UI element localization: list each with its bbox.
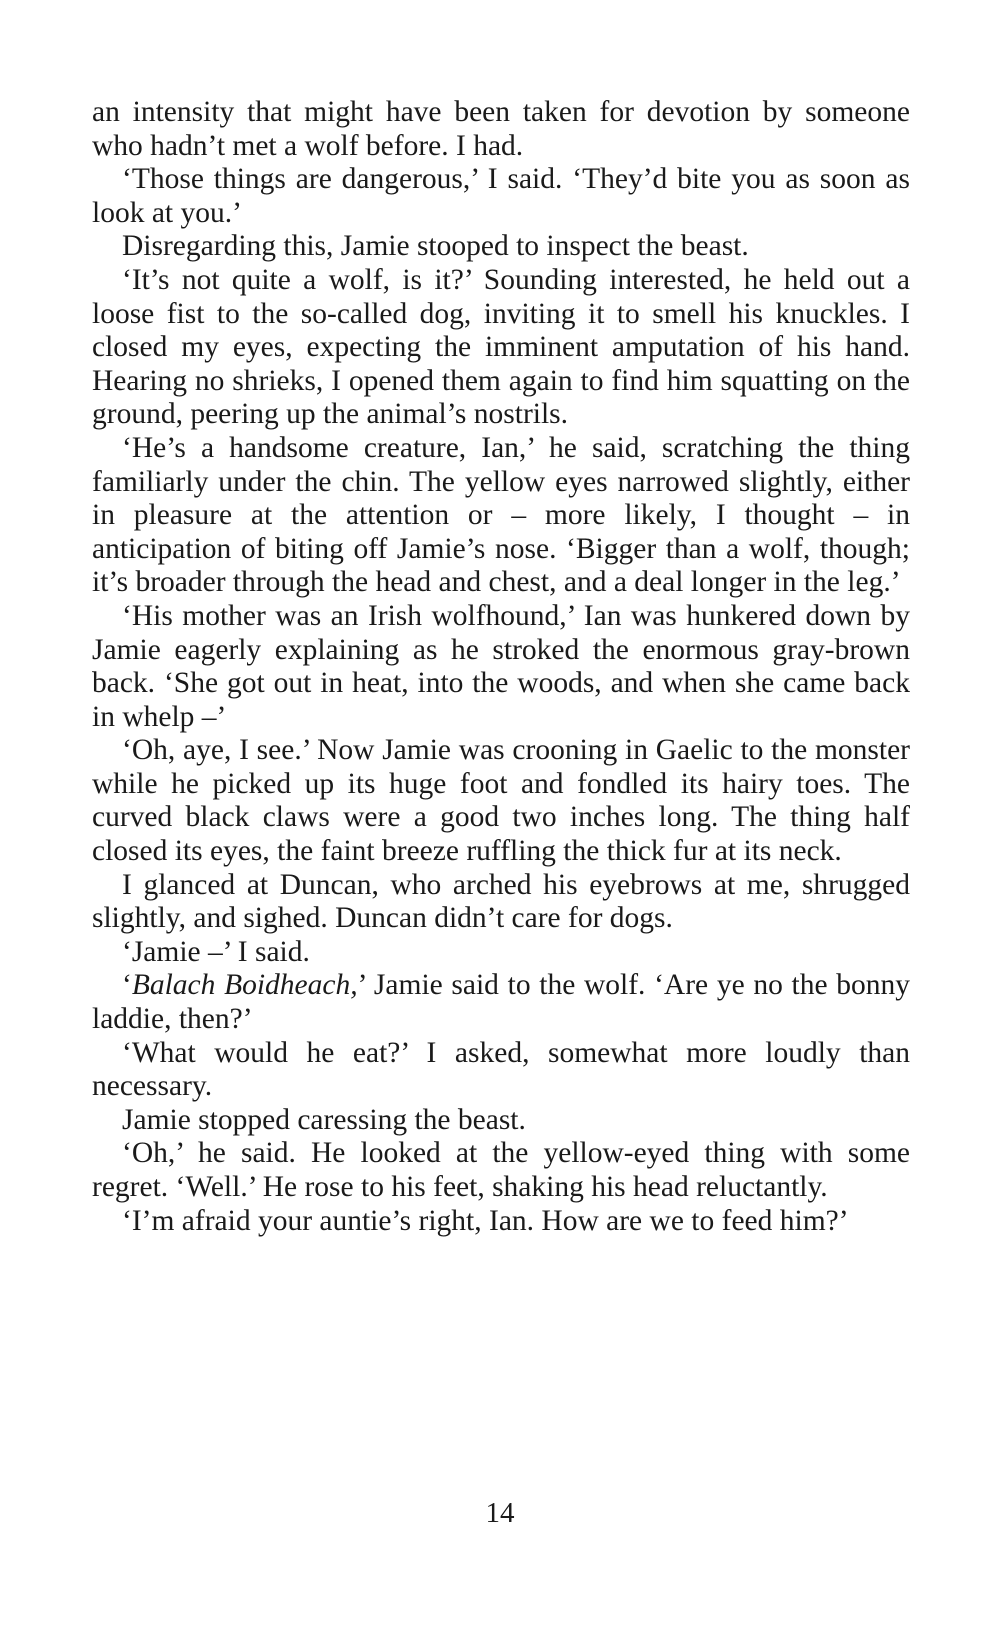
quote-open: ‘ [122,969,132,1002]
page-number: 14 [485,1497,515,1529]
paragraph: ‘Those things are dangerous,’ I said. ‘They’d bite you as soon as look at you.’ [92,163,910,229]
paragraph: ‘He’s a handsome creature, Ian,’ he said, scratching the thing familiarly under the chin. The yellow eyes narrowed slightly, either in pleasure at the attention or – more likely, I thought – in anticipation of biting off Jamie’s nose. ‘Bigger than a wolf, though; it’s broader through the head and chest, and a deal longer in the leg.’ [92,431,910,599]
paragraph: ‘It’s not quite a wolf, is it?’ Sounding interested, he held out a loose fist to the so-called dog, inviting it to smell his knuckles. I closed my eyes, expecting the imminent amputation of his hand. Hearing no shrieks, I opened them again to find him squatting on the ground, peering up the animal’s nostrils. [92,263,910,431]
paragraph: ‘His mother was an Irish wolfhound,’ Ian was hunkered down by Jamie eagerly explaining as he stroked the enormous gray-brown back. ‘She got out in heat, into the woods, and when she came back in whelp –’ [92,599,910,733]
paragraph: ‘I’m afraid your auntie’s right, Ian. How are we to feed him?’ [122,1204,849,1237]
body-text [92,96,910,1238]
paragraph: ‘What would he eat?’ I asked, somewhat more loudly than necessary. [92,1036,910,1103]
paragraph: Jamie stopped caressing the beast. [122,1103,526,1136]
gaelic-phrase: Balach Boidheach, [131,969,358,1002]
paragraph: ‘Oh, aye, I see.’ Now Jamie was crooning in Gaelic to the monster while he picked up its huge foot and fondled its hairy toes. The curved black claws were a good two inches long. The thing half closed its eyes, the faint breeze ruffling the thick fur at its neck. [92,734,910,868]
paragraph-rest: ’ Jamie said to the wolf. ‘Are ye no the bonny laddie, then?’ [92,969,911,1036]
paragraph: I glanced at Duncan, who arched his eyebrows at me, shrugged slightly, and sighed. Duncan didn’t care for dogs. [92,868,910,935]
paragraph: ‘Oh,’ he said. He looked at the yellow-eyed thing with some regret. ‘Well.’ He rose to his feet, shaking his head reluctantly. [92,1137,910,1203]
paragraph: ‘Jamie –’ I said. [122,935,310,968]
paragraph: an intensity that might have been taken for devotion by someone who hadn’t met a wolf before. I had. [92,96,910,162]
paragraph [92,969,910,1036]
paragraph: Disregarding this, Jamie stooped to inspect the beast. [122,230,749,263]
